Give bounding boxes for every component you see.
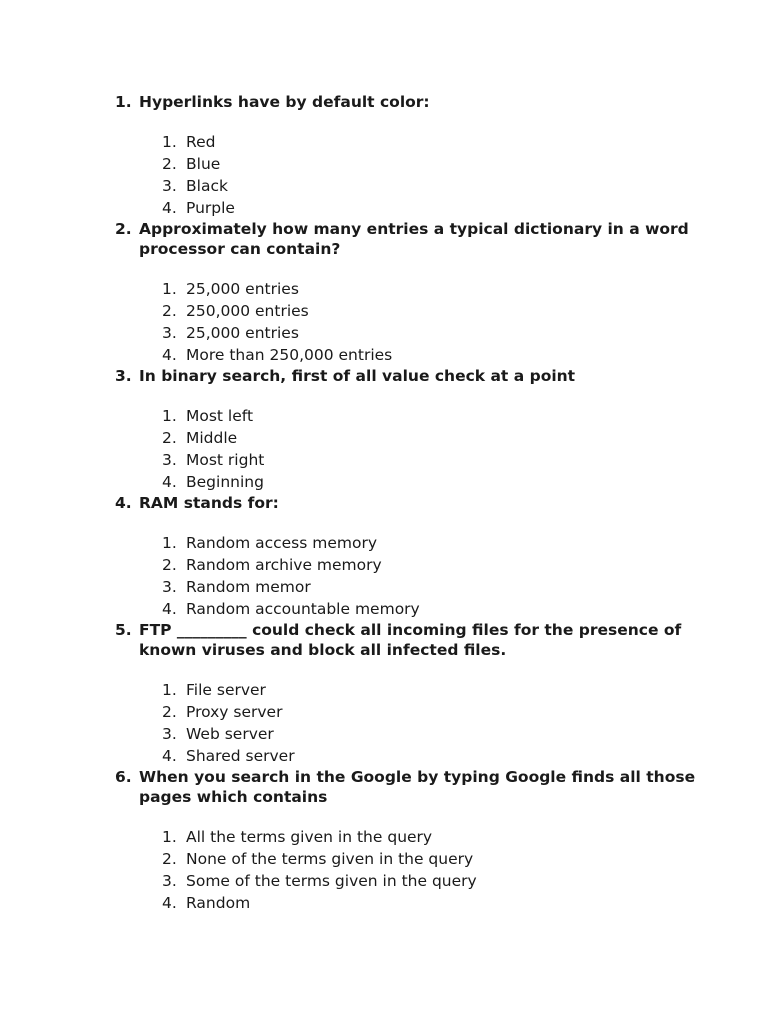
- option-item: [162, 153, 715, 175]
- option-item: [162, 322, 715, 344]
- option-number: 4.: [162, 894, 177, 912]
- question-list: [115, 92, 715, 914]
- option-text: Black: [186, 177, 228, 195]
- option-text: All the terms given in the query: [186, 828, 433, 846]
- option-item: [162, 175, 715, 197]
- question-heading: [115, 219, 715, 259]
- option-item: [162, 723, 715, 745]
- question-text: Hyperlinks have by default color:: [139, 93, 430, 111]
- option-item: [162, 278, 715, 300]
- question-text: When you search in the Google by typing Google finds all those pages which contains: [139, 768, 696, 806]
- option-text: Shared server: [186, 747, 295, 765]
- option-item: [162, 197, 715, 219]
- option-text: Random access memory: [186, 534, 378, 552]
- option-number: 3.: [162, 451, 177, 469]
- option-text: Blue: [186, 155, 221, 173]
- option-number: 1.: [162, 828, 177, 846]
- option-number: 4.: [162, 199, 177, 217]
- option-list: [162, 278, 715, 366]
- option-number: 3.: [162, 324, 177, 342]
- question-3: [115, 366, 715, 493]
- option-text: More than 250,000 entries: [186, 346, 393, 364]
- option-item: [162, 344, 715, 366]
- question-4: [115, 493, 715, 620]
- option-item: [162, 826, 715, 848]
- option-text: Beginning: [186, 473, 264, 491]
- option-number: 2.: [162, 703, 177, 721]
- option-text: Some of the terms given in the query: [186, 872, 477, 890]
- question-number: 2.: [115, 220, 132, 238]
- option-item: [162, 701, 715, 723]
- option-number: 3.: [162, 578, 177, 596]
- option-list: [162, 131, 715, 219]
- question-heading: [115, 767, 715, 807]
- question-6: [115, 767, 715, 914]
- option-number: 2.: [162, 302, 177, 320]
- option-number: 1.: [162, 280, 177, 298]
- option-number: 2.: [162, 155, 177, 173]
- option-item: [162, 471, 715, 493]
- option-text: Proxy server: [186, 703, 283, 721]
- option-item: [162, 405, 715, 427]
- option-text: Web server: [186, 725, 274, 743]
- question-text: Approximately how many entries a typical dictionary in a word processor can contain?: [139, 220, 689, 258]
- option-text: 250,000 entries: [186, 302, 309, 320]
- question-2: [115, 219, 715, 366]
- option-item: [162, 532, 715, 554]
- question-heading: [115, 366, 715, 386]
- question-heading: [115, 620, 715, 660]
- option-text: Random: [186, 894, 251, 912]
- option-number: 3.: [162, 177, 177, 195]
- question-1: [115, 92, 715, 219]
- option-number: 1.: [162, 681, 177, 699]
- question-number: 3.: [115, 367, 132, 385]
- option-list: [162, 532, 715, 620]
- option-text: 25,000 entries: [186, 324, 299, 342]
- option-list: [162, 405, 715, 493]
- option-text: None of the terms given in the query: [186, 850, 474, 868]
- option-number: 3.: [162, 725, 177, 743]
- option-number: 1.: [162, 133, 177, 151]
- question-number: 5.: [115, 621, 132, 639]
- question-heading: [115, 493, 715, 513]
- option-number: 4.: [162, 747, 177, 765]
- option-text: Most left: [186, 407, 254, 425]
- option-text: Random archive memory: [186, 556, 382, 574]
- option-text: Random accountable memory: [186, 600, 420, 618]
- question-number: 4.: [115, 494, 132, 512]
- option-text: Purple: [186, 199, 235, 217]
- option-text: Random memor: [186, 578, 311, 596]
- option-number: 3.: [162, 872, 177, 890]
- option-number: 2.: [162, 850, 177, 868]
- question-heading: [115, 92, 715, 112]
- option-text: Middle: [186, 429, 238, 447]
- option-item: [162, 449, 715, 471]
- option-number: 4.: [162, 473, 177, 491]
- option-number: 2.: [162, 556, 177, 574]
- option-text: Most right: [186, 451, 265, 469]
- option-list: [162, 679, 715, 767]
- option-item: [162, 427, 715, 449]
- option-item: [162, 745, 715, 767]
- option-item: [162, 679, 715, 701]
- option-number: 1.: [162, 534, 177, 552]
- option-text: Red: [186, 133, 216, 151]
- question-text: In binary search, first of all value check at a point: [139, 367, 576, 385]
- question-number: 6.: [115, 768, 132, 786]
- option-item: [162, 554, 715, 576]
- option-text: 25,000 entries: [186, 280, 299, 298]
- option-item: [162, 598, 715, 620]
- option-number: 4.: [162, 600, 177, 618]
- option-item: [162, 300, 715, 322]
- question-text: RAM stands for:: [139, 494, 279, 512]
- question-text: FTP _________ could check all incoming files for the presence of known viruses and block all infected files.: [139, 621, 682, 659]
- option-number: 1.: [162, 407, 177, 425]
- question-number: 1.: [115, 93, 132, 111]
- option-text: File server: [186, 681, 266, 699]
- option-number: 4.: [162, 346, 177, 364]
- option-number: 2.: [162, 429, 177, 447]
- option-item: [162, 131, 715, 153]
- option-item: [162, 870, 715, 892]
- question-5: [115, 620, 715, 767]
- option-item: [162, 848, 715, 870]
- option-item: [162, 892, 715, 914]
- option-item: [162, 576, 715, 598]
- option-list: [162, 826, 715, 914]
